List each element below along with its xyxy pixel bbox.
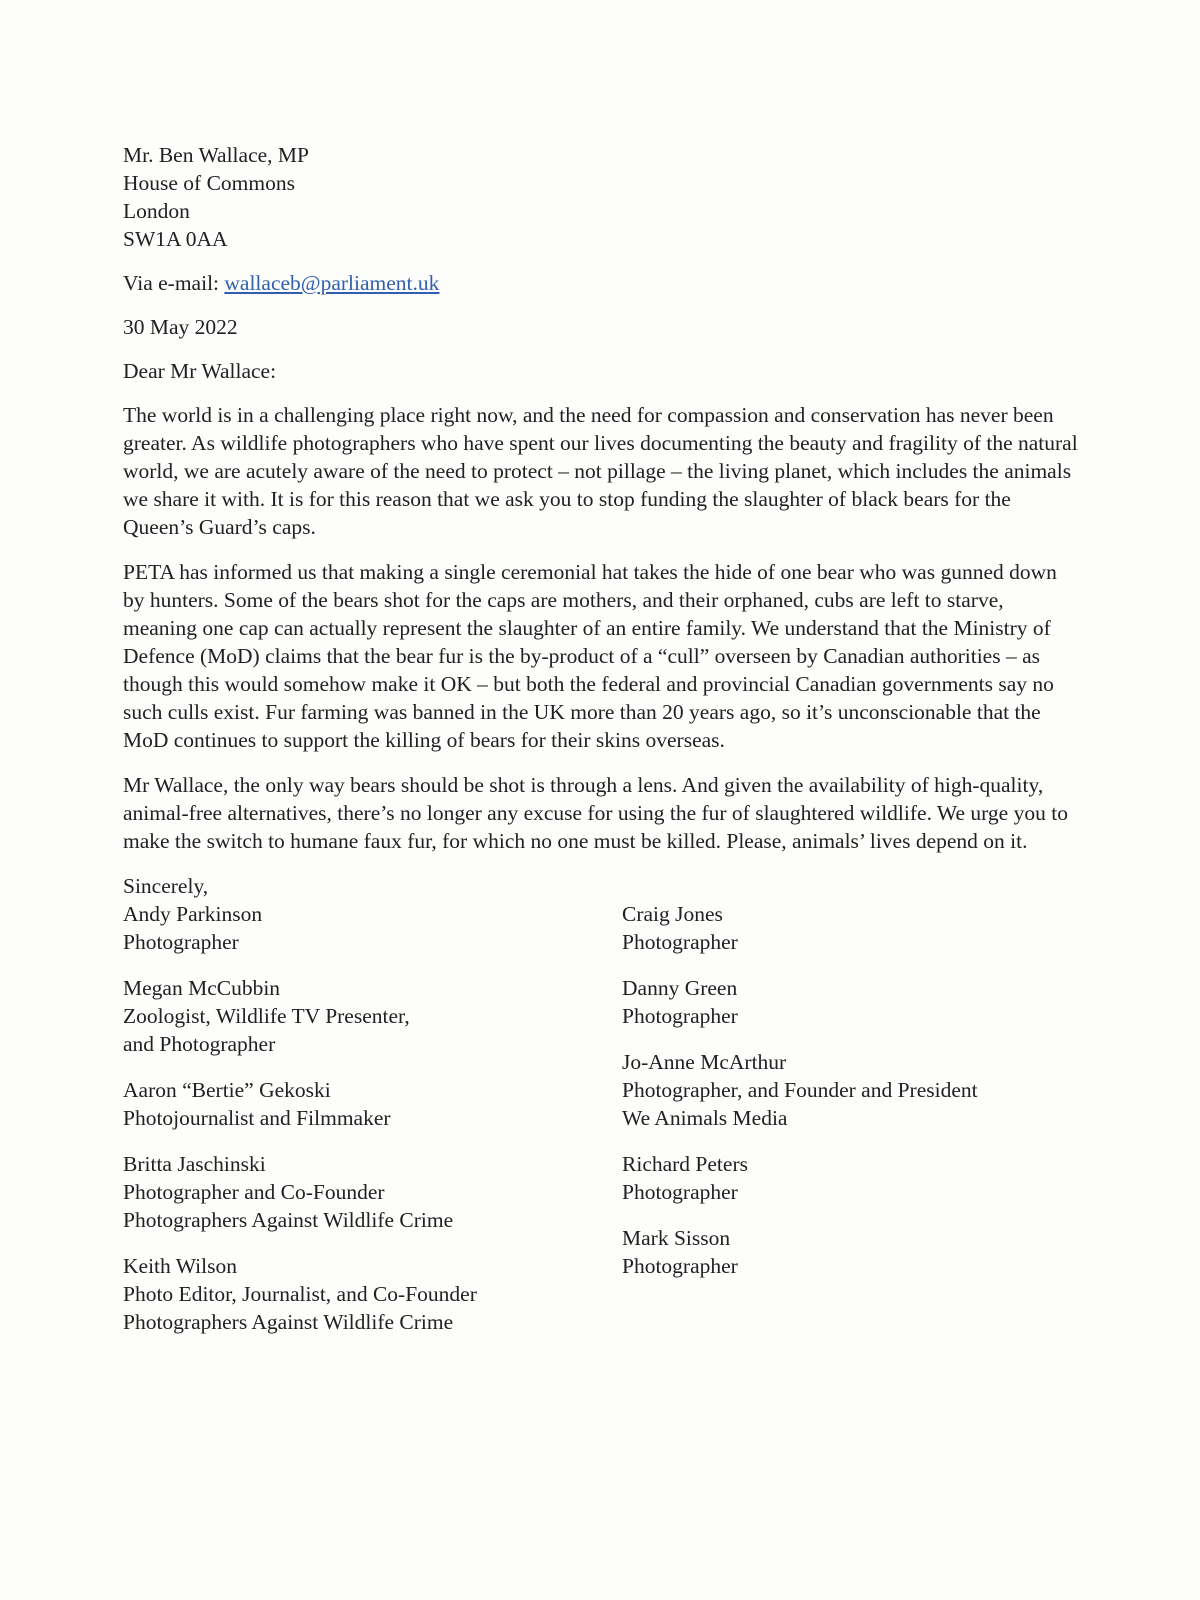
signatory-block bbox=[123, 1252, 622, 1336]
signatory-name: Aaron “Bertie” Gekoski bbox=[123, 1078, 331, 1102]
signatory-block bbox=[622, 1048, 978, 1132]
signatory-block bbox=[123, 1150, 622, 1234]
signatory-title: Photographer bbox=[622, 930, 738, 954]
signatory-title: Photographer and Co-Founder bbox=[123, 1180, 385, 1204]
signatory-name: Danny Green bbox=[622, 976, 738, 1000]
signatory-title: Photographer bbox=[622, 1254, 738, 1278]
signatory-title: We Animals Media bbox=[622, 1106, 788, 1130]
recipient-address bbox=[123, 141, 1082, 253]
recipient-address-line: London bbox=[123, 199, 190, 223]
signatory-block bbox=[622, 974, 978, 1030]
body-paragraph-3: Mr Wallace, the only way bears should be shot is through a lens. And given the availability of high-quality, animal-free alternatives, there’s no longer any excuse for using the fur of slaughtered wildlife. We urge you to make the switch to humane faux fur, for which no one must be killed. Please, animals’ lives depend on it. bbox=[123, 773, 1068, 853]
salutation: Dear Mr Wallace: bbox=[123, 359, 277, 383]
signatory-block bbox=[123, 900, 622, 956]
signatory-name: Andy Parkinson bbox=[123, 902, 263, 926]
recipient-address-line: Mr. Ben Wallace, MP bbox=[123, 143, 309, 167]
signatory-title: Photo Editor, Journalist, and Co-Founder bbox=[123, 1282, 477, 1306]
signatory-block bbox=[123, 1076, 622, 1132]
signatures bbox=[123, 872, 1082, 1336]
signatory-title: Photographer bbox=[622, 1180, 738, 1204]
signatory-title: Photographers Against Wildlife Crime bbox=[123, 1208, 454, 1232]
email-link[interactable]: wallaceb@parliament.uk bbox=[224, 271, 440, 295]
signatory-name: Craig Jones bbox=[622, 902, 723, 926]
signatory-name: Megan McCubbin bbox=[123, 976, 281, 1000]
via-email-label: Via e-mail: bbox=[123, 271, 225, 295]
signatory-title: Photojournalist and Filmmaker bbox=[123, 1106, 391, 1130]
signatory-block bbox=[622, 1224, 978, 1280]
signature-column-left bbox=[123, 872, 622, 1336]
signatory-name: Britta Jaschinski bbox=[123, 1152, 266, 1176]
signatory-title: and Photographer bbox=[123, 1032, 276, 1056]
signatory-name: Keith Wilson bbox=[123, 1254, 237, 1278]
letter-date: 30 May 2022 bbox=[123, 315, 238, 339]
signatory-title: Photographers Against Wildlife Crime bbox=[123, 1310, 454, 1334]
signatory-name: Richard Peters bbox=[622, 1152, 748, 1176]
body-paragraph-2: PETA has informed us that making a single ceremonial hat takes the hide of one bear who was gunned down by hunters. Some of the bears shot for the caps are mothers, and their orphaned, cubs are left to starve, meaning one cap can actually represent the slaughter of an entire family. We understand that the Ministry of Defence (MoD) claims that the bear fur is the by-product of a “cull” overseen by Canadian authorities – as though this would somehow make it OK – but both the federal and provincial Canadian governments say no such culls exist. Fur farming was banned in the UK more than 20 years ago, so it’s unconscionable that the MoD continues to support the killing of bears for their skins overseas. bbox=[123, 560, 1057, 752]
recipient-address-line: SW1A 0AA bbox=[123, 227, 228, 251]
signature-column-right bbox=[622, 872, 978, 1280]
signatory-title: Photographer bbox=[123, 930, 239, 954]
signatory-block bbox=[622, 900, 978, 956]
via-email-line bbox=[123, 269, 1082, 297]
signatory-name: Jo-Anne McArthur bbox=[622, 1050, 787, 1074]
signatory-title: Photographer bbox=[622, 1004, 738, 1028]
signatory-name: Mark Sisson bbox=[622, 1226, 731, 1250]
signatory-title: Photographer, and Founder and President bbox=[622, 1078, 978, 1102]
signatory-title: Zoologist, Wildlife TV Presenter, bbox=[123, 1004, 410, 1028]
closing-sincerely: Sincerely, bbox=[123, 874, 209, 898]
body-paragraph-1: The world is in a challenging place right now, and the need for compassion and conservation has never been greater. As wildlife photographers who have spent our lives documenting the beauty and fragility of the natural world, we are acutely aware of the need to protect – not pillage – the living planet, which includes the animals we share it with. It is for this reason that we ask you to stop funding the slaughter of black bears for the Queen’s Guard’s caps. bbox=[123, 403, 1078, 539]
signatory-block bbox=[123, 974, 622, 1058]
signatory-block bbox=[622, 1150, 978, 1206]
recipient-address-line: House of Commons bbox=[123, 171, 295, 195]
